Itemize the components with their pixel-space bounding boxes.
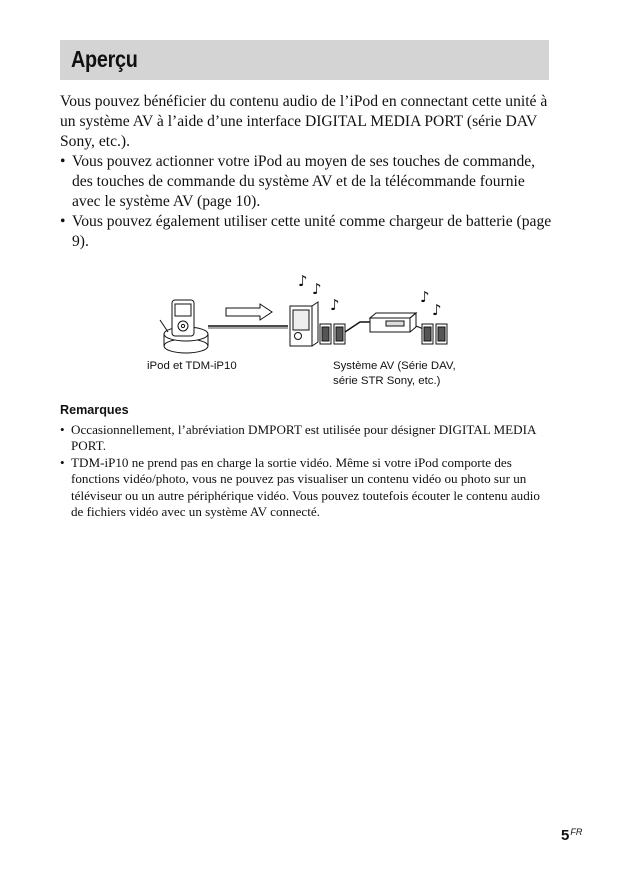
feature-list (60, 152, 552, 252)
svg-text:♪: ♪ (330, 296, 340, 314)
page-number-value: 5 (561, 827, 570, 844)
speaker-pair-right-illustration (422, 324, 447, 344)
music-note-icon (298, 272, 442, 319)
svg-text:♪: ♪ (312, 280, 322, 298)
caption-av-system: Système AV (Série DAV, série STR Sony, etc.) (333, 360, 456, 387)
intro-paragraph: Vous pouvez bénéficier du contenu audio de l’iPod en connectant cette unité à un système AV à l’aide d’une interface DIGITAL MEDIA PORT (série DAV Sony, etc.). (60, 93, 548, 150)
subwoofer-illustration (290, 302, 318, 346)
page-title: Aperçu (71, 46, 138, 72)
av-receiver-illustration (370, 313, 416, 332)
page-number (561, 827, 582, 844)
svg-text:♪: ♪ (420, 288, 430, 306)
note-item: • TDM-iP10 ne prend pas en charge la sortie vidéo. Même si votre iPod comporte des fonctions vidéo/photo, vous ne pouvez pas visualiser un contenu vidéo ou photo sur un téléviseur ou un autre périphérique vidéo. Vous pouvez toutefois écouter le contenu audio de fichiers vidéo avec un système AV connecté. (60, 455, 550, 521)
note-item: • Occasionnellement, l’abréviation DMPORT est utilisée pour désigner DIGITAL MEDIA PORT. (60, 422, 550, 455)
feature-item: • Vous pouvez également utiliser cette unité comme chargeur de batterie (page 9). (60, 212, 552, 252)
svg-text:♪: ♪ (432, 301, 442, 319)
svg-text:♪: ♪ (298, 272, 308, 290)
notes-list (60, 422, 550, 520)
ipod-dock-illustration (160, 300, 208, 353)
feature-item: • Vous pouvez actionner votre iPod au moyen de ses touches de commande, des touches de commande du système AV et de la télécommande fournie avec le système AV (page 10). (60, 152, 552, 212)
section-title-band (60, 40, 549, 80)
notes-heading: Remarques (60, 403, 129, 417)
caption-ipod: iPod et TDM-iP10 (147, 360, 237, 372)
arrow-icon (226, 304, 272, 320)
speaker-pair-left-illustration (320, 324, 345, 344)
page-number-suffix: FR (570, 827, 583, 837)
